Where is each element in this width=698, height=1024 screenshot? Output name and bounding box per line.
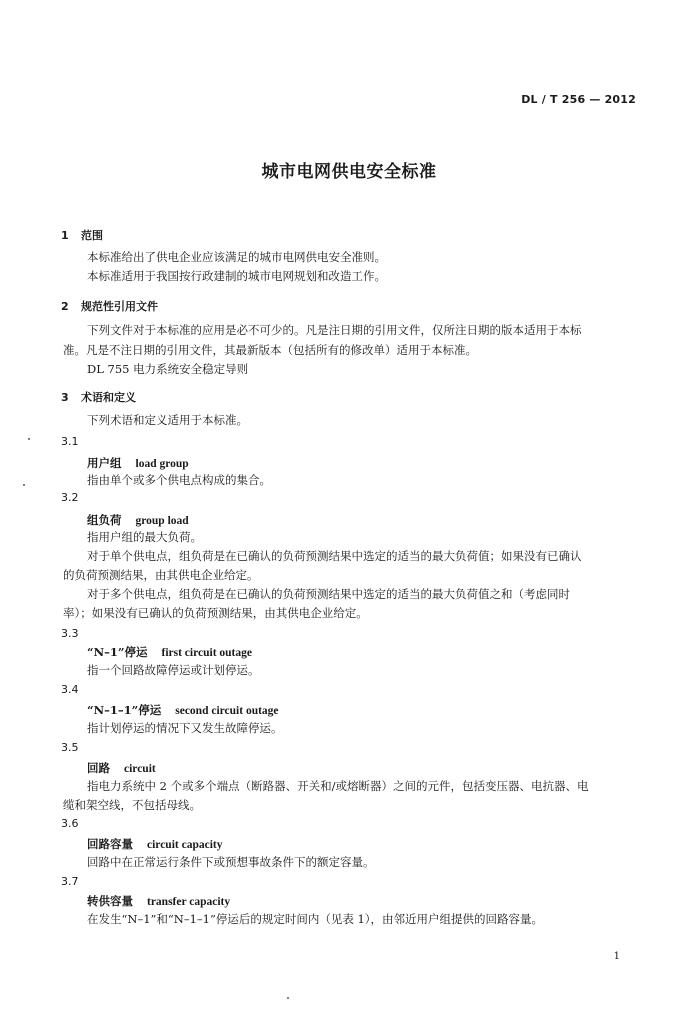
definition-line: 指用户组的最大负荷。 bbox=[87, 530, 202, 544]
term-zh: 回路 bbox=[87, 761, 110, 775]
term-en: circuit bbox=[124, 763, 156, 775]
section-heading-normative-references bbox=[61, 298, 158, 314]
page-number: 1 bbox=[613, 951, 620, 962]
term-en: circuit capacity bbox=[147, 839, 223, 851]
term-number: 3.3 bbox=[61, 627, 79, 640]
paragraph-line: 本标准适用于我国按行政建制的城市电网规划和改造工作。 bbox=[87, 269, 386, 283]
term-number: 3.1 bbox=[61, 435, 79, 448]
definition-line: 在发生“N–1”和“N–1–1”停运后的规定时间内（见表 1），由邻近用户组提供的回路容量。 bbox=[87, 912, 544, 926]
term-zh: “N–1–1”停运 bbox=[87, 703, 162, 717]
term-zh: “N–1”停运 bbox=[87, 645, 148, 659]
term-number: 3.4 bbox=[61, 683, 79, 696]
definition-line: 对于多个供电点，组负荷是在已确认的负荷预测结果中选定的适当的最大负荷值之和（考虑同时 bbox=[87, 587, 570, 601]
term-heading bbox=[87, 893, 230, 909]
definition-line: 回路中在正常运行条件下或预想事故条件下的额定容量。 bbox=[87, 855, 375, 869]
document-title: 城市电网供电安全标准 bbox=[261, 162, 437, 182]
scan-speck bbox=[28, 438, 30, 440]
term-en: group load bbox=[135, 515, 189, 527]
paragraph-line: 下列文件对于本标准的应用是必不可少的。凡是注日期的引用文件，仅所注日期的版本适用于本标 bbox=[87, 323, 582, 337]
definition-line: 指电力系统中 2 个或多个端点（断路器、开关和/或熔断器）之间的元件，包括变压器、电抗器、电 bbox=[87, 779, 589, 793]
section-heading-terms bbox=[61, 389, 136, 405]
section-title: 规范性引用文件 bbox=[81, 300, 158, 313]
term-number: 3.2 bbox=[61, 491, 79, 504]
term-heading bbox=[87, 760, 156, 776]
term-heading bbox=[87, 455, 189, 471]
section-heading-scope bbox=[61, 227, 103, 243]
definition-line: 指一个回路故障停运或计划停运。 bbox=[87, 663, 260, 677]
reference-entry: DL 755 电力系统安全稳定导则 bbox=[87, 362, 249, 376]
term-zh: 组负荷 bbox=[87, 513, 122, 527]
term-heading bbox=[87, 512, 189, 528]
paragraph-line: 准。凡是不注日期的引用文件，其最新版本（包括所有的修改单）适用于本标准。 bbox=[63, 343, 477, 357]
definition-line: 对于单个供电点，组负荷是在已确认的负荷预测结果中选定的适当的最大负荷值；如果没有已确认 bbox=[87, 549, 582, 563]
term-number: 3.5 bbox=[61, 741, 79, 754]
term-number: 3.6 bbox=[61, 817, 79, 830]
term-heading bbox=[87, 702, 279, 718]
term-en: load group bbox=[135, 458, 189, 470]
definition-line: 指由单个或多个供电点构成的集合。 bbox=[87, 473, 271, 487]
definition-line: 指计划停运的情况下又发生故障停运。 bbox=[87, 721, 283, 735]
term-en: second circuit outage bbox=[175, 705, 279, 717]
term-en: first circuit outage bbox=[161, 647, 252, 659]
standard-number: DL / T 256 — 2012 bbox=[521, 93, 636, 106]
term-zh: 回路容量 bbox=[87, 837, 133, 851]
term-zh: 用户组 bbox=[87, 456, 122, 470]
definition-line: 缆和架空线，不包括母线。 bbox=[63, 798, 201, 812]
scan-speck bbox=[287, 997, 289, 999]
section-title: 范围 bbox=[81, 229, 103, 242]
scan-speck bbox=[23, 484, 25, 486]
section-number: 3 bbox=[61, 391, 69, 404]
paragraph-line: 本标准给出了供电企业应该满足的城市电网供电安全准则。 bbox=[87, 250, 386, 264]
term-zh: 转供容量 bbox=[87, 894, 133, 908]
section-title: 术语和定义 bbox=[81, 391, 136, 404]
term-heading bbox=[87, 836, 222, 852]
section-number: 1 bbox=[61, 229, 69, 242]
paragraph-line: 下列术语和定义适用于本标准。 bbox=[87, 413, 248, 427]
definition-line: 率）；如果没有已确认的负荷预测结果，由其供电企业给定。 bbox=[63, 606, 368, 620]
section-number: 2 bbox=[61, 300, 69, 313]
term-heading bbox=[87, 644, 252, 660]
term-en: transfer capacity bbox=[147, 896, 231, 908]
term-number: 3.7 bbox=[61, 875, 79, 888]
definition-line: 的负荷预测结果，由其供电企业给定。 bbox=[63, 568, 259, 582]
